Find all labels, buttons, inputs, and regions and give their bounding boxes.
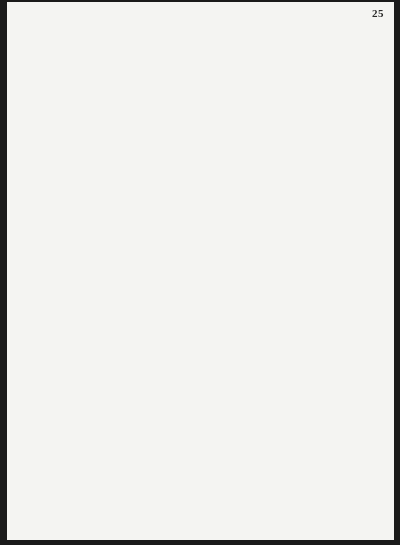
register-columns xyxy=(15,22,386,532)
left-column xyxy=(15,22,197,532)
right-column xyxy=(205,22,387,532)
page-number: 25 xyxy=(372,8,384,20)
register-page xyxy=(7,2,394,540)
